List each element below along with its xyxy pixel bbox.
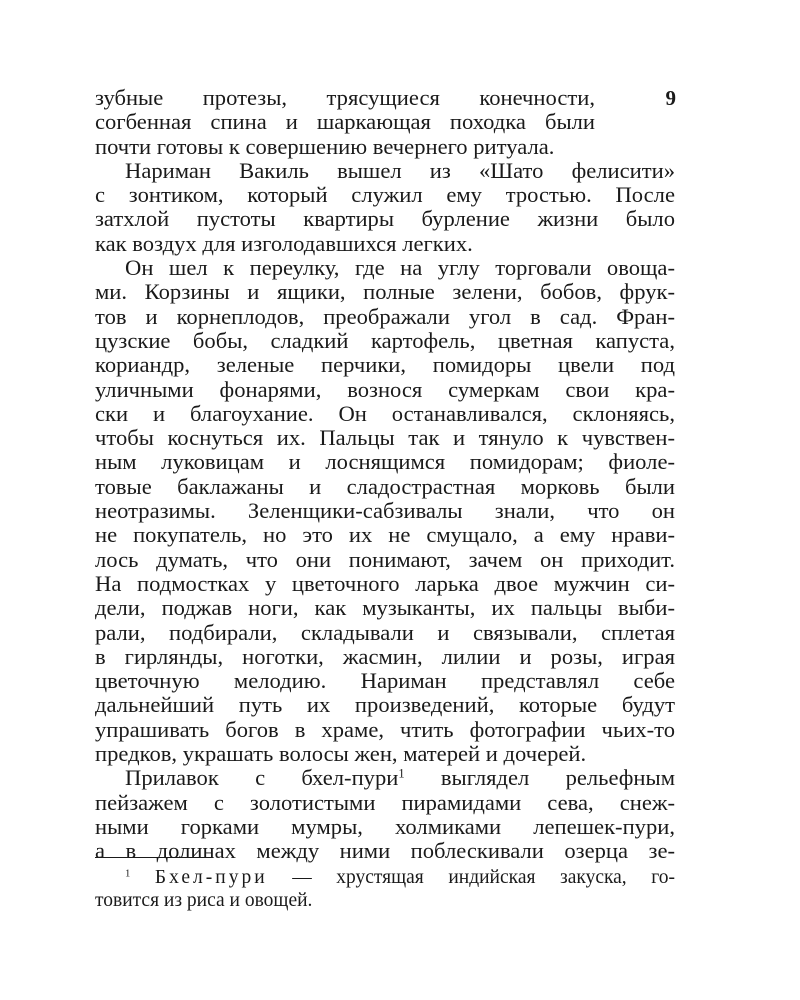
text-line: зубные протезы, трясущиеся конечности, <box>95 86 595 110</box>
text-line: в гирлянды, ноготки, жасмин, лилии и розы, играя <box>95 644 675 669</box>
text-line: неотразимы. Зеленщики-сабзивалы знали, что он <box>95 499 675 524</box>
page-number: 9 <box>665 86 676 110</box>
text-line: уличными фонарями, вознося сумеркам свои кра- <box>95 377 675 402</box>
text-line: рали, подбирали, складывали и связывали, сплетая <box>95 620 675 645</box>
text-line: кориандр, зеленые перчики, помидоры цвели под <box>95 353 675 378</box>
text-line: согбенная спина и шаркающая походка были <box>95 110 595 135</box>
line-prefix: Прилавок с бхел-пури <box>125 766 399 791</box>
text-line: ными горками мумры, холмиками лепешек-пури, <box>95 814 675 839</box>
text-line: лось думать, что они понимают, зачем он приходит. <box>95 547 675 572</box>
text-line: цветочную мелодию. Нариман представлял себе <box>95 669 675 694</box>
text-line: как воздух для изголодавшихся легких. <box>95 231 473 256</box>
text-line: ным луковицам и лоснящимся помидорам; фиоле- <box>95 450 675 475</box>
text-line: На подмостках у цветочного ларька двое мужчин си- <box>95 571 675 596</box>
text-line: товые баклажаны и сладострастная морковь были <box>95 474 675 499</box>
footnote-marker: 1 <box>125 867 131 880</box>
footnote-term: Бхел-пури <box>154 867 268 888</box>
text-line: ми. Корзины и ящики, полные зелени, бобов, фрук- <box>95 280 675 305</box>
text-line: почти готовы к совершению вечернего ритуала. <box>95 134 555 159</box>
text-line-with-footnote-ref <box>95 766 675 790</box>
text-line: затхлой пустоты квартиры бурление жизни было <box>95 207 675 232</box>
line-suffix: выглядел рельефным <box>440 766 675 791</box>
text-line: Он шел к переулку, где на углу торговали овоща- <box>125 256 675 281</box>
main-text <box>95 86 675 864</box>
text-line: упрашивать богов в храме, чтить фотографии чьих-то <box>95 717 675 742</box>
footnote-line <box>95 866 675 889</box>
text-line: не покупатель, но это их не смущало, а ему нрави- <box>95 523 675 548</box>
footnote-line: товится из риса и овощей. <box>95 890 313 911</box>
footnote-reference[interactable]: 1 <box>398 766 405 781</box>
text-line: тов и корнеплодов, преображали угол в сад. Фран- <box>95 304 675 329</box>
text-line: пейзажем с золотистыми пирамидами сева, снеж- <box>95 790 675 815</box>
text-line: дели, поджав ноги, как музыканты, их пальцы выби- <box>95 596 675 621</box>
footnote-definition: — хрустящая индийская закуска, го- <box>267 867 675 888</box>
text-line: ски и благоухание. Он останавливался, склоняясь, <box>95 401 675 426</box>
text-line: дальнейший путь их произведений, которые будут <box>95 693 675 718</box>
text-line: с зонтиком, который служил ему тростью. После <box>95 183 675 208</box>
text-line: чтобы коснуться их. Пальцы так и тянуло к чувствен- <box>95 426 675 451</box>
footnote-divider <box>95 857 213 858</box>
text-line: цузские бобы, сладкий картофель, цветная капуста, <box>95 328 675 353</box>
footnote <box>95 866 675 912</box>
text-line: предков, украшать волосы жен, матерей и дочерей. <box>95 742 587 767</box>
text-line: а в долинах между ними поблескивали озерца зе- <box>95 839 675 864</box>
text-line: Нариман Вакиль вышел из «Шато фелисити» <box>125 158 675 183</box>
